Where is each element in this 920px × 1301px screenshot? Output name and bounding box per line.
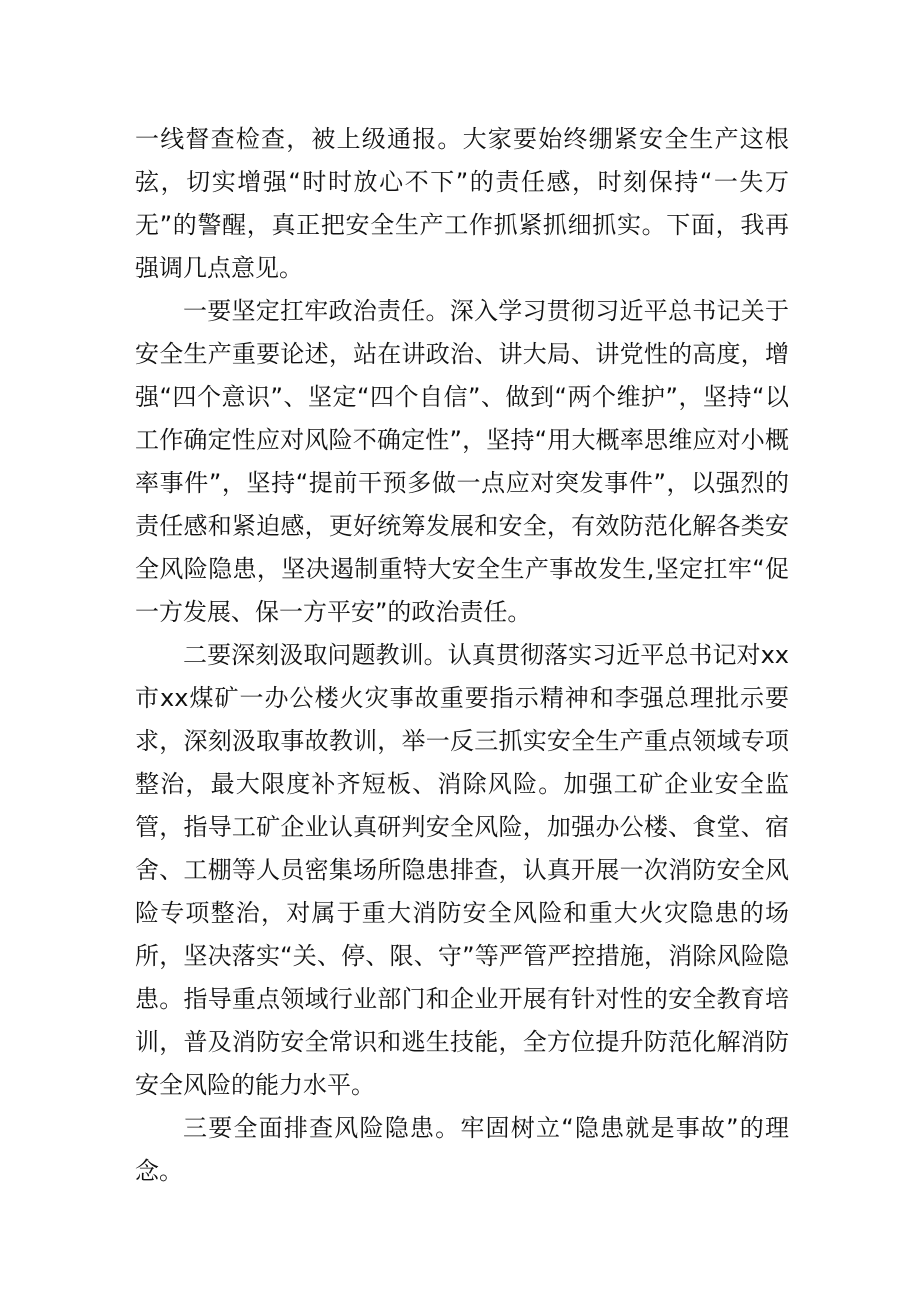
paragraph-intro: 一线督查检查，被上级通报。大家要始终绷紧安全生产这根弦，切实增强“时时放心不下”的责任感，时刻保持“一失万无”的警醒，真正把安全生产工作抓紧抓细抓实。下面，我再强调几点意见。 [135,125,789,282]
paragraph-lessons-learned: 二要深刻汲取问题教训。认真贯彻落实习近平总书记对xx市xx煤矿一办公楼火灾事故重要指示精神和李强总理批示要求，深刻汲取事故教训，举一反三抓实安全生产重点领域专项整治，最大限度补齐短板、消除风险。加强工矿企业安全监管，指导工矿企业认真研判安全风险，加强办公楼、食堂、宿舍、工棚等人员密集场所隐患排查，认真开展一次消防安全风险专项整治，对属于重大消防安全风险和重大火灾隐患的场所，坚决落实“关、停、限、守”等严管严控措施，消除风险隐患。指导重点领域行业部门和企业开展有针对性的安全教育培训，普及消防安全常识和逃生技能，全方位提升防范化解消防安全风险的能力水平。 [135,641,789,1099]
paragraph-risk-inspection: 三要全面排查风险隐患。牢固树立“隐患就是事故”的理念。 [135,1114,789,1185]
paragraph-political-responsibility: 一要坚定扛牢政治责任。深入学习贯彻习近平总书记关于安全生产重要论述，站在讲政治、讲大局、讲党性的高度，增强“四个意识”、坚定“四个自信”、做到“两个维护”，坚持“以工作确定性应对风险不确定性”，坚持“用大概率思维应对小概率事件”，坚持“提前干预多做一点应对突发事件”，以强烈的责任感和紧迫感，更好统筹发展和安全，有效防范化解各类安全风险隐患，坚决遏制重特大安全生产事故发生,坚定扛牢“促一方发展、保一方平安”的政治责任。 [135,297,789,626]
document-body [135,118,789,1193]
